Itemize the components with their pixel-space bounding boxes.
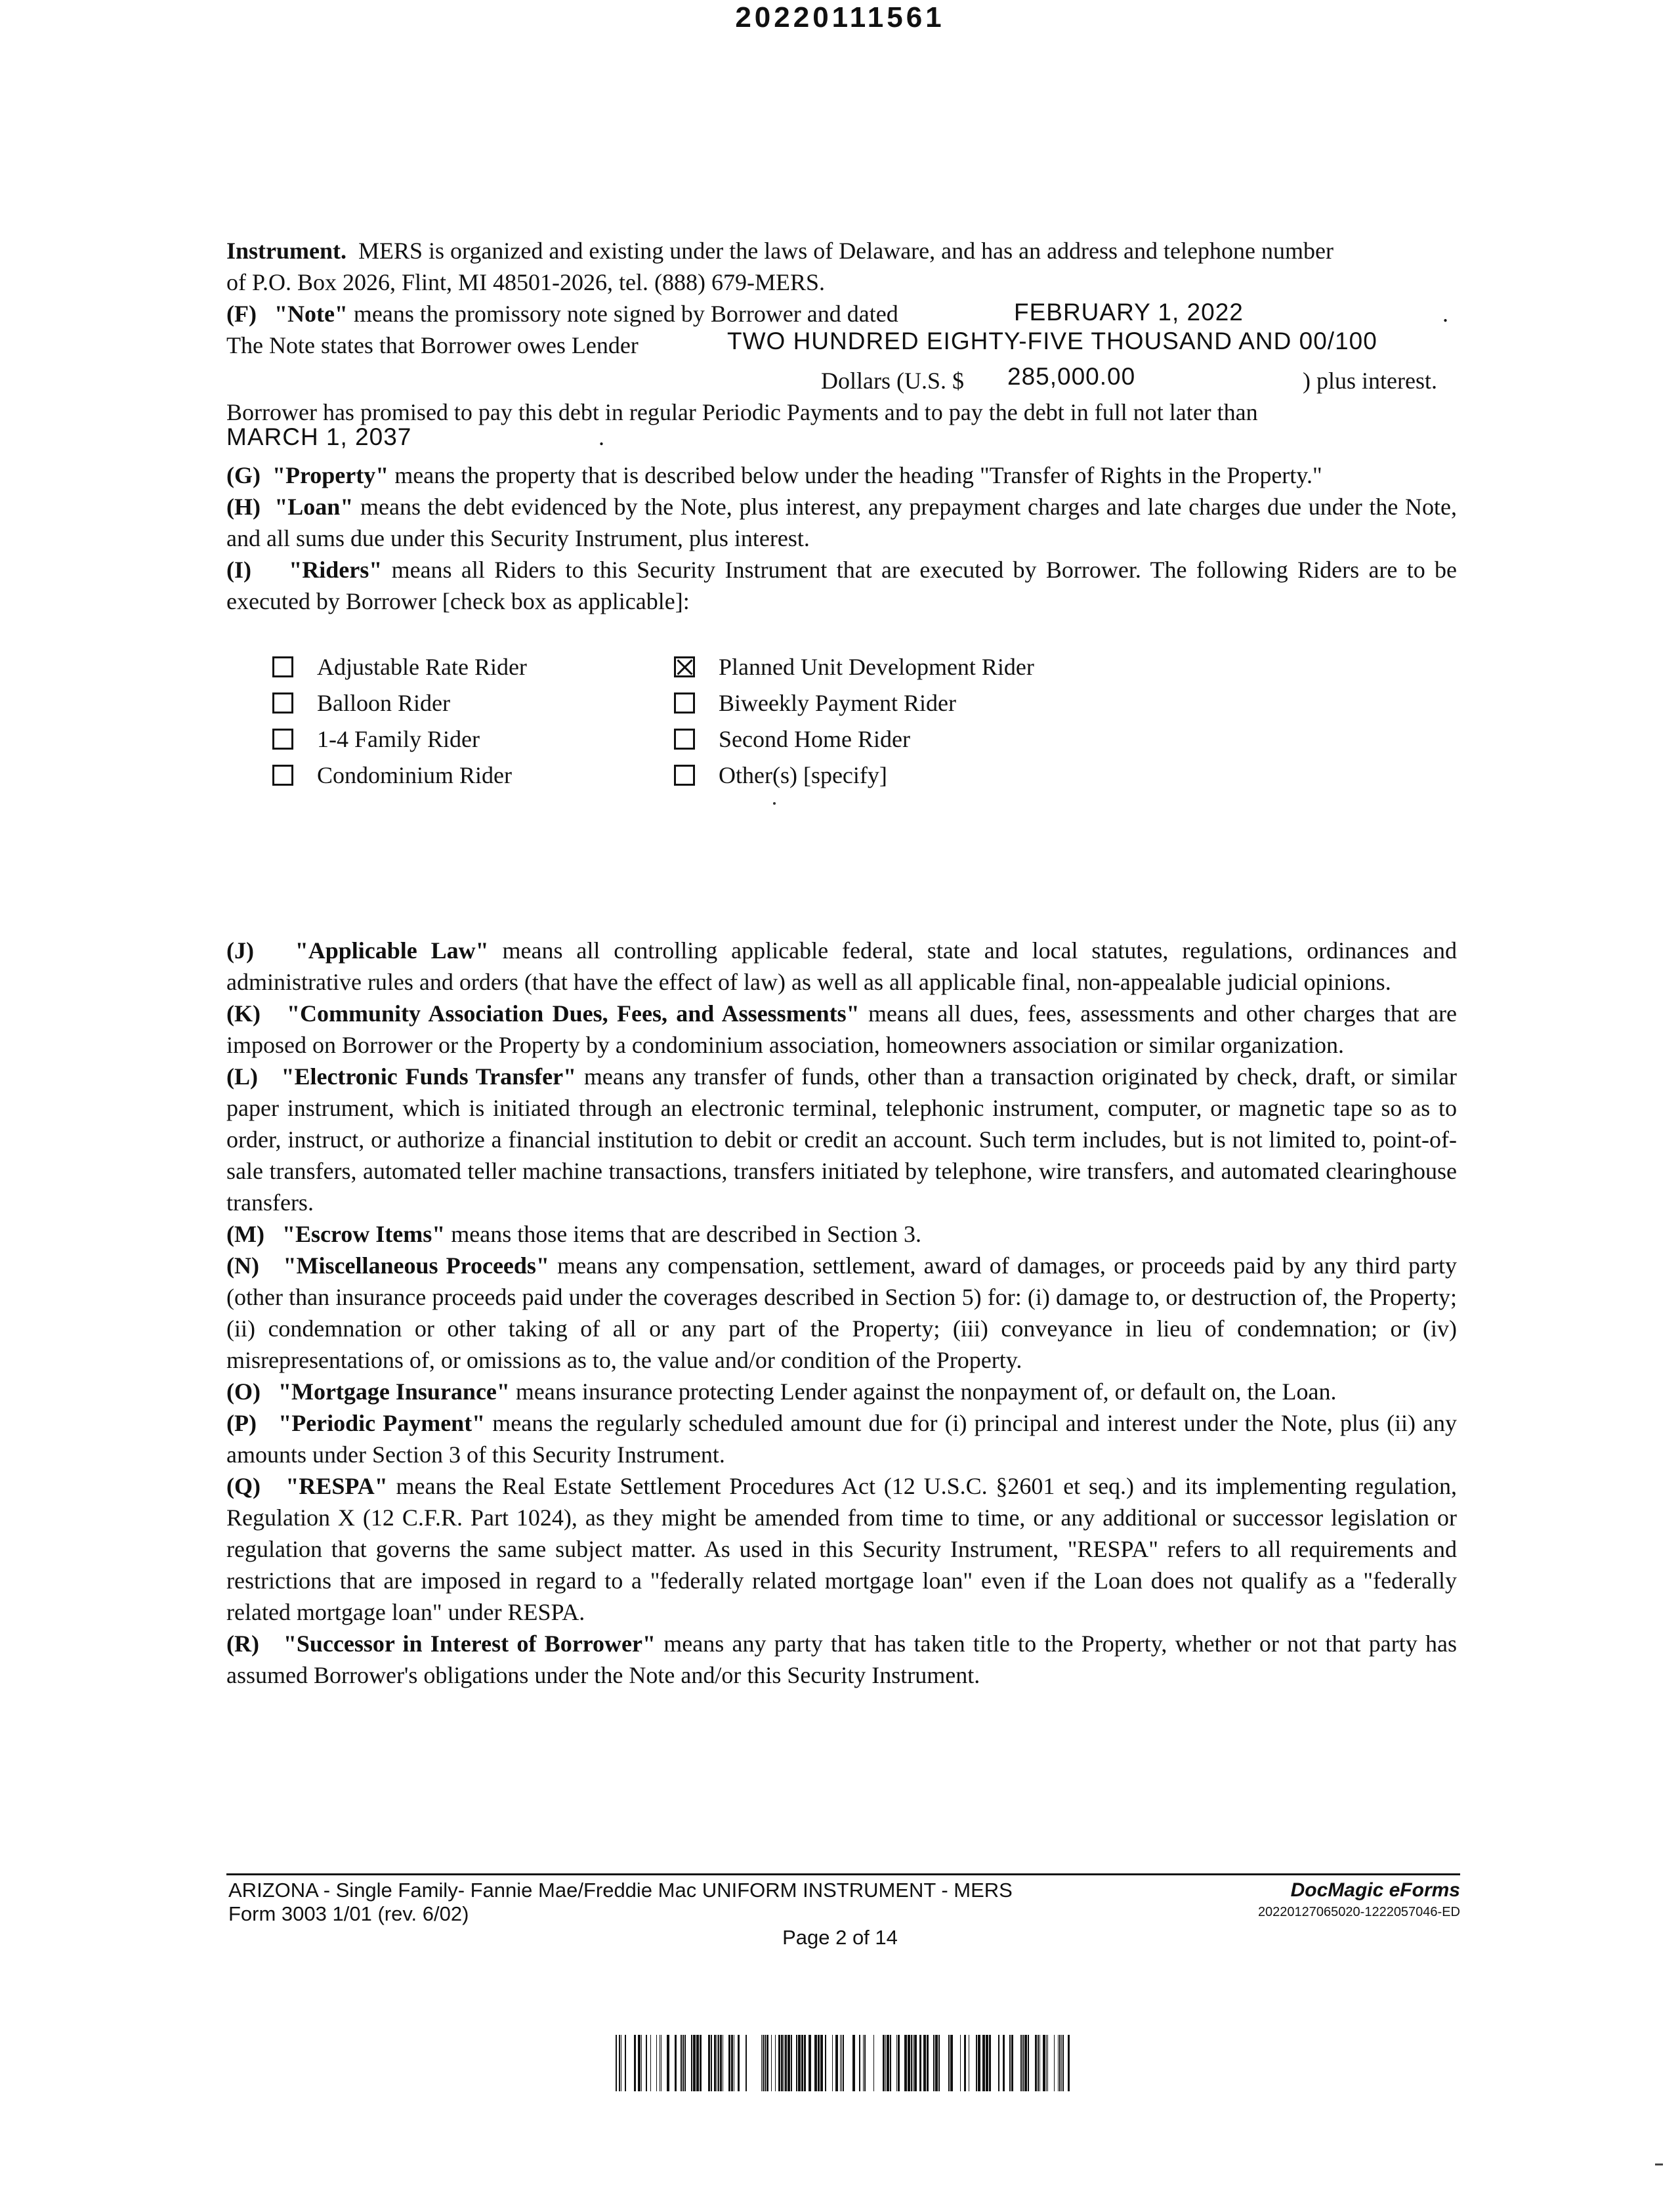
definition-letter: (M) bbox=[226, 1221, 264, 1247]
loan-term: "Loan" bbox=[274, 494, 354, 520]
form-title: ARIZONA - Single Family- Fannie Mae/Freddie Mac UNIFORM INSTRUMENT - MERS bbox=[228, 1879, 1013, 1902]
property-term: "Property" bbox=[272, 462, 389, 488]
definition-text: means insurance protecting Lender against the nonpayment of, or default on, the Loan. bbox=[515, 1378, 1337, 1405]
note-term: "Note" bbox=[274, 301, 348, 327]
definitions-j-r bbox=[226, 935, 1457, 1691]
definition-term: "Electronic Funds Transfer" bbox=[281, 1063, 577, 1090]
docmagic-logo: DocMagic eForms bbox=[1290, 1879, 1460, 1901]
definition-paragraph bbox=[226, 1061, 1457, 1218]
definition-paragraph bbox=[226, 1470, 1457, 1628]
definition-letter: (J) bbox=[226, 937, 254, 964]
rider-label: Balloon Rider bbox=[317, 689, 450, 716]
note-amount-words: TWO HUNDRED EIGHTY-FIVE THOUSAND AND 00/100 bbox=[727, 328, 1377, 354]
definition-term: "Community Association Dues, Fees, and Assessments" bbox=[286, 1000, 860, 1027]
barcode-image bbox=[616, 2035, 1070, 2091]
definition-letter: (L) bbox=[226, 1063, 258, 1090]
checkbox[interactable] bbox=[674, 693, 695, 714]
rider-label: Other(s) [specify] bbox=[719, 761, 887, 788]
definition-letter: (Q) bbox=[226, 1473, 261, 1499]
stray-mark bbox=[773, 802, 776, 805]
definition-text: means all controlling applicable federal, state and local statutes, regulations, ordinances and administrative rules and orders (that have the effect of law) as well as all applicable final, non-appealable judicial opinions. bbox=[226, 937, 1458, 995]
note-date-period: . bbox=[1442, 301, 1448, 327]
intro-paragraph bbox=[226, 235, 1457, 298]
rider-label: 1-4 Family Rider bbox=[317, 725, 480, 752]
intro-label: Instrument. bbox=[226, 238, 347, 264]
riders-left-column bbox=[272, 649, 732, 793]
note-letter: (F) bbox=[226, 301, 257, 327]
definition-paragraph bbox=[226, 1376, 1457, 1407]
checkbox[interactable] bbox=[272, 693, 293, 714]
rider-option bbox=[272, 685, 732, 721]
definition-term: "RESPA" bbox=[285, 1473, 388, 1499]
rider-label: Planned Unit Development Rider bbox=[719, 653, 1034, 680]
maturity-period: . bbox=[598, 424, 604, 450]
checked-checkbox[interactable] bbox=[674, 656, 695, 677]
definition-letter: (N) bbox=[226, 1252, 259, 1279]
definition-text: means the regularly scheduled amount due for (i) principal and interest under the Note, plus (ii) any amounts under Section 3 of this Security Instrument. bbox=[226, 1410, 1458, 1468]
definition-property bbox=[226, 459, 1457, 491]
definition-paragraph bbox=[226, 1218, 1457, 1250]
form-number: Form 3003 1/01 (rev. 6/02) bbox=[228, 1902, 469, 1925]
loan-letter: (H) bbox=[226, 494, 261, 520]
definition-letter: (K) bbox=[226, 1000, 261, 1027]
rider-option bbox=[272, 721, 732, 757]
definition-term: "Escrow Items" bbox=[282, 1221, 446, 1247]
scan-mark bbox=[1655, 2163, 1663, 2165]
page-number: Page 2 of 14 bbox=[782, 1926, 898, 1949]
checkbox[interactable] bbox=[674, 729, 695, 750]
definition-paragraph bbox=[226, 1250, 1457, 1376]
intro-line-2: of P.O. Box 2026, Flint, MI 48501-2026, tel. (888) 679-MERS. bbox=[226, 269, 826, 295]
footer-rule bbox=[226, 1873, 1460, 1875]
riders-letter: (I) bbox=[226, 557, 251, 583]
rider-option bbox=[272, 649, 732, 685]
rider-option bbox=[674, 721, 1133, 757]
definition-paragraph bbox=[226, 1628, 1457, 1691]
definition-text: means any party that has taken title to the Property, whether or not that party has assumed Borrower's obligations under the Note and/or this Security Instrument. bbox=[226, 1630, 1458, 1688]
tracking-id: 20220127065020-1222057046-ED bbox=[1257, 1905, 1460, 1919]
footer-form-info bbox=[228, 1879, 1013, 1926]
definition-paragraph bbox=[226, 935, 1457, 998]
dollars-suffix: ) plus interest. bbox=[1303, 368, 1437, 394]
definition-text: means any transfer of funds, other than a transaction originated by check, draft, or similar paper instrument, which is initiated through an electronic terminal, telephonic instrument, computer, or magnetic tape so as to order, instruct, or authorize a financial institution to debit or credit an account. Such term includes, but is not limited to, point-of-sale transfers, automated teller machine transactions, transfers initiated by telephone, wire transfers, and automated clearinghouse transfers. bbox=[226, 1063, 1457, 1216]
definition-text: means any compensation, settlement, award of damages, or proceeds paid by any third party (other than insurance proceeds paid under the coverages described in Section 5) for: (i) damage to, or destruction of, the Property; (ii) condemnation or other taking of all or any part of the Property; (iii) conveyance in lieu of condemnation; or (iv) misrepresentations of, or omissions as to, the value and/or condition of the Property. bbox=[226, 1252, 1458, 1373]
rider-option bbox=[674, 685, 1133, 721]
definition-letter: (P) bbox=[226, 1410, 257, 1436]
checkbox[interactable] bbox=[674, 765, 695, 786]
rider-label: Adjustable Rate Rider bbox=[317, 653, 527, 680]
definition-paragraph bbox=[226, 1407, 1457, 1470]
loan-text: means the debt evidenced by the Note, plus interest, any prepayment charges and late charges due under the Note, and all sums due under this Security Instrument, plus interest. bbox=[226, 494, 1458, 551]
note-date: FEBRUARY 1, 2022 bbox=[1014, 299, 1244, 326]
riders-text: means all Riders to this Security Instrument that are executed by Borrower. The following Riders are to be executed by Borrower [check box as applicable]: bbox=[226, 557, 1458, 614]
rider-label: Biweekly Payment Rider bbox=[719, 689, 956, 716]
rider-label: Condominium Rider bbox=[317, 761, 512, 788]
definition-term: "Periodic Payment" bbox=[278, 1410, 486, 1436]
definition-term: "Miscellaneous Proceeds" bbox=[283, 1252, 549, 1279]
footer-brand-block bbox=[1258, 1879, 1460, 1922]
rider-option bbox=[674, 757, 1133, 793]
maturity-text: Borrower has promised to pay this debt in regular Periodic Payments and to pay the debt in full not later than bbox=[226, 399, 1258, 425]
property-letter: (G) bbox=[226, 462, 261, 488]
maturity-date: MARCH 1, 2037 bbox=[226, 423, 412, 450]
rider-label: Second Home Rider bbox=[719, 725, 910, 752]
definition-text: means all dues, fees, assessments and other charges that are imposed on Borrower or the Property by a condominium association, homeowners association or similar organization. bbox=[226, 1000, 1458, 1058]
definition-note bbox=[226, 298, 1457, 453]
definition-term: "Successor in Interest of Borrower" bbox=[283, 1630, 656, 1657]
definition-text: means those items that are described in Section 3. bbox=[451, 1221, 922, 1247]
definition-paragraph bbox=[226, 998, 1457, 1061]
definition-term: "Applicable Law" bbox=[295, 937, 489, 964]
recording-number: 20220111561 bbox=[735, 1, 945, 33]
dollars-prefix: Dollars (U.S. $ bbox=[821, 368, 964, 394]
checkbox[interactable] bbox=[272, 729, 293, 750]
definition-text: means the Real Estate Settlement Procedures Act (12 U.S.C. §2601 et seq.) and its implementing regulation, Regulation X (12 C.F.R. Part 1024), as they might be amended from time to time, or any additional or successor legislation or regulation that governs the same subject matter. As used in this Security Instrument, "RESPA" refers to all requirements and restrictions that are imposed in regard to a "federally related mortgage loan" even if the Loan does not qualify as a "federally related mortgage loan" under RESPA. bbox=[226, 1473, 1458, 1625]
note-amount: 285,000.00 bbox=[1007, 363, 1136, 390]
checkbox[interactable] bbox=[272, 765, 293, 786]
riders-term: "Riders" bbox=[289, 557, 383, 583]
definition-loan bbox=[226, 491, 1457, 554]
definition-letter: (R) bbox=[226, 1630, 259, 1657]
definitions-g-i bbox=[226, 459, 1457, 617]
note-owes-text: The Note states that Borrower owes Lender bbox=[226, 332, 639, 358]
rider-option bbox=[674, 649, 1133, 685]
definition-term: "Mortgage Insurance" bbox=[278, 1378, 510, 1405]
checkbox[interactable] bbox=[272, 656, 293, 677]
definition-riders bbox=[226, 554, 1457, 617]
property-text: means the property that is described below under the heading "Transfer of Rights in the Property." bbox=[394, 462, 1322, 488]
rider-option bbox=[272, 757, 732, 793]
riders-right-column bbox=[674, 649, 1133, 793]
definition-letter: (O) bbox=[226, 1378, 261, 1405]
note-text: means the promissory note signed by Borrower and dated bbox=[353, 301, 898, 327]
intro-line-1: MERS is organized and existing under the laws of Delaware, and has an address and telephone number bbox=[358, 238, 1334, 264]
